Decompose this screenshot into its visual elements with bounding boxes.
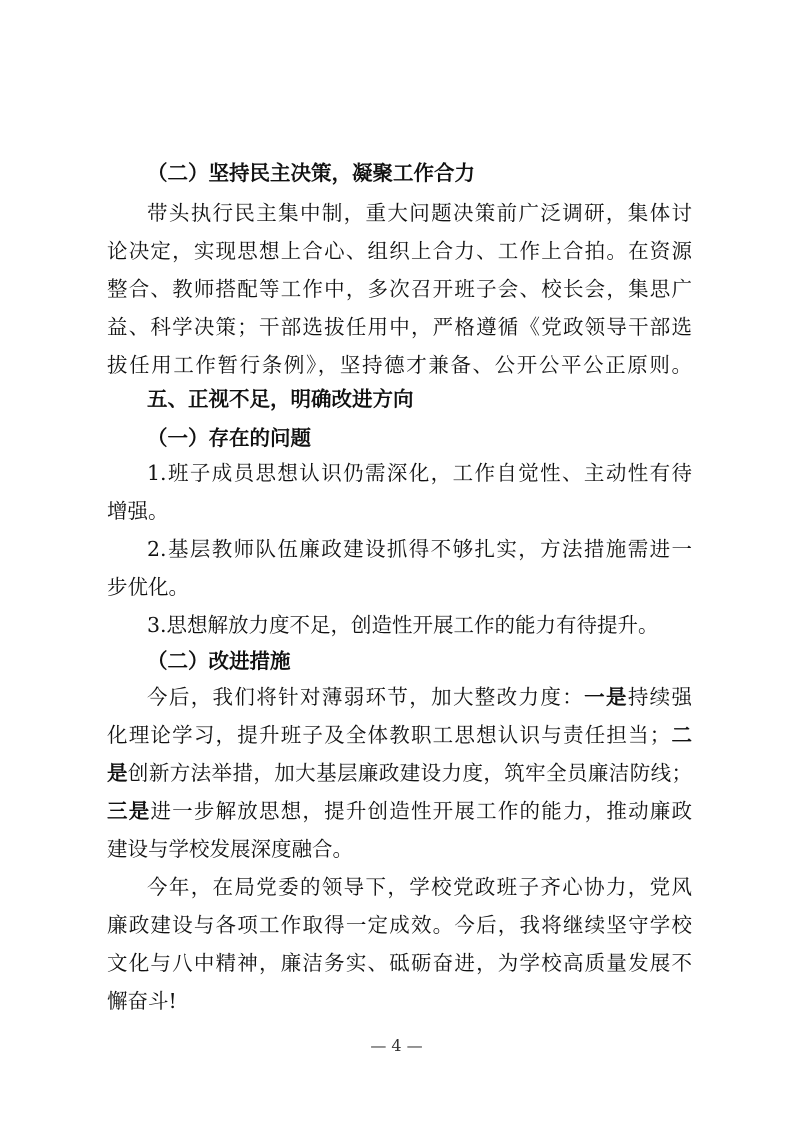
measures-emphasis: 是 xyxy=(107,761,128,785)
issue-item-3: 3.思想解放力度不足，创造性开展工作的能力有待提升。 xyxy=(147,613,659,637)
measures-text: 今后，我们将针对薄弱环节，加大整改力度： xyxy=(147,685,585,709)
paragraph-line: 带头执行民主集中制，重大问题决策前广泛调研，集体讨 xyxy=(147,201,692,225)
measures-text: 持续强 xyxy=(627,685,693,709)
closing-line: 廉政建设与各项工作取得一定成效。今后，我将继续坚守学校 xyxy=(107,913,692,937)
measures-line-5: 建设与学校发展深度融合。 xyxy=(107,837,353,861)
measures-emphasis: 二 xyxy=(670,723,693,747)
issue-item-1: 1.班子成员思想认识仍需深化，工作自觉性、主动性有待 xyxy=(147,461,692,485)
closing-line: 文化与八中精神，廉洁务实、砥砺奋进，为学校高质量发展不 xyxy=(107,951,692,975)
issue-item-2-cont: 步优化。 xyxy=(107,575,189,599)
paragraph-line: 益、科学决策；干部选拔任用中，严格遵循《党政领导干部选 xyxy=(107,315,692,339)
paragraph-line: 论决定，实现思想上合心、组织上合力、工作上合拍。在资源 xyxy=(107,239,692,263)
measures-line-3 xyxy=(107,758,692,788)
closing-line: 懈奋斗! xyxy=(107,989,177,1013)
closing-line: 今年，在局党委的领导下，学校党政班子齐心协力，党风 xyxy=(147,875,692,899)
subheading-existing-problems: （一）存在的问题 xyxy=(147,426,311,450)
measures-text: 化理论学习，提升班子及全体教职工思想认识与责任担当； xyxy=(107,723,671,747)
measures-text: 进一步解放思想，提升创造性开展工作的能力，推动廉政 xyxy=(150,799,693,823)
measures-text: 创新方法举措，加大基层廉政建设力度，筑牢全员廉洁防线； xyxy=(127,761,693,785)
measures-line-2 xyxy=(107,720,692,750)
issue-item-1-cont: 增强。 xyxy=(107,499,169,523)
section-heading-five: 五、正视不足，明确改进方向 xyxy=(147,387,414,411)
measures-emphasis: 三是 xyxy=(107,799,151,823)
subheading-democratic-decision: （二）坚持民主决策，凝聚工作合力 xyxy=(147,161,475,185)
measures-emphasis: 一是 xyxy=(584,685,628,709)
page-number: — 4 — xyxy=(370,1036,423,1055)
subheading-improvement-measures: （二）改进措施 xyxy=(147,649,291,673)
paragraph-line: 拔任用工作暂行条例》，坚持德才兼备、公开公平公正原则。 xyxy=(107,353,692,377)
paragraph-line: 整合、教师搭配等工作中，多次召开班子会、校长会，集思广 xyxy=(107,277,692,301)
measures-line-4 xyxy=(107,796,692,826)
issue-item-2: 2.基层教师队伍廉政建设抓得不够扎实，方法措施需进一 xyxy=(147,537,692,561)
measures-line-1 xyxy=(147,682,692,712)
